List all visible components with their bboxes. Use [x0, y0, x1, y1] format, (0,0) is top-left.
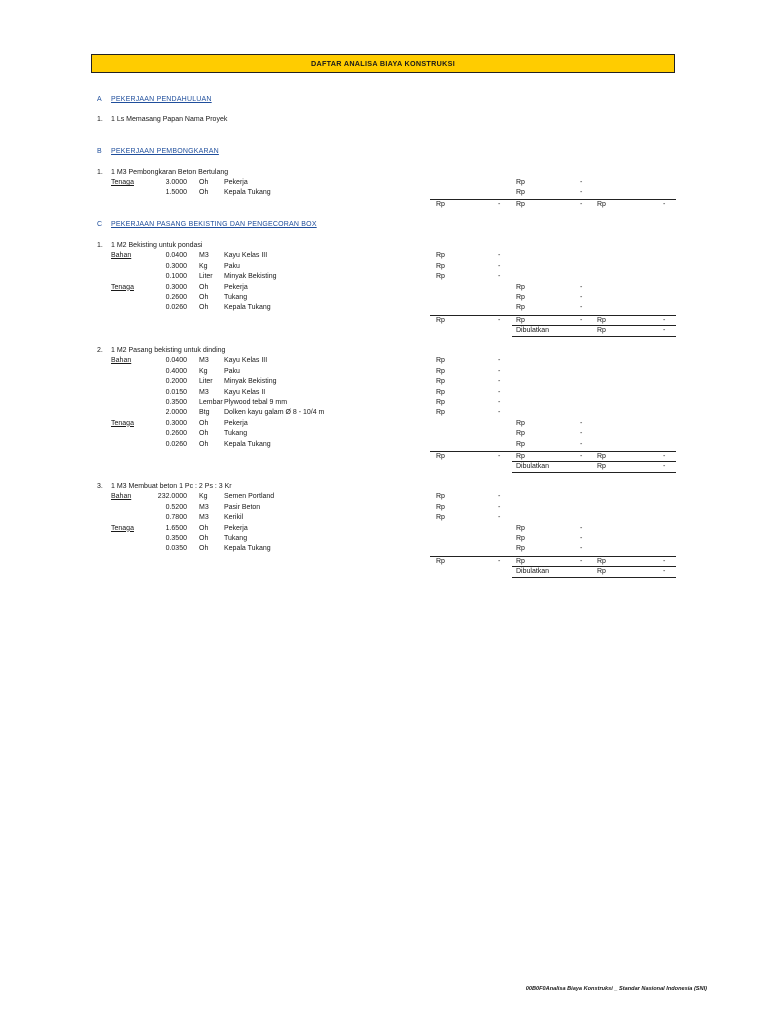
item-name-cell: Pekerja [224, 419, 248, 427]
unit-cell: Oh [199, 304, 209, 312]
unit-cell: Oh [199, 535, 209, 542]
currency-label: Rp [516, 545, 525, 553]
coefficient-cell: 2.0000 [165, 409, 187, 417]
section-b-letter: B [97, 148, 102, 155]
total-value: - [498, 453, 501, 460]
item-name-cell: Plywood tebal 9 mm [224, 399, 288, 406]
coefficient-cell: 0.2600 [165, 294, 187, 301]
unit-cell: Lembar [199, 399, 223, 406]
item-number: 1. [97, 169, 103, 176]
item-name-cell: Tukang [224, 294, 248, 301]
value-cell: - [580, 440, 583, 448]
unit-cell: Oh [199, 419, 209, 427]
value-cell: - [498, 262, 501, 270]
currency-label: Rp [516, 294, 525, 301]
coefficient-cell: 0.5200 [165, 503, 187, 511]
currency-label: Rp [436, 493, 445, 501]
footer-text: 00B0F0Analisa Biaya Konstruksi _ Standar Nasional Indonesia (SNI) [525, 986, 707, 992]
total-currency: Rp [516, 453, 525, 460]
item-description: 1 M2 Bekisting untuk pondasi [111, 242, 203, 249]
unit-cell: Oh [199, 524, 209, 532]
coefficient-cell: 232.0000 [157, 493, 187, 501]
currency-label: Rp [516, 430, 525, 438]
unit-cell: Oh [199, 179, 209, 186]
item-name-cell: Paku [224, 367, 240, 375]
currency-label: Rp [516, 535, 525, 542]
value-cell: - [498, 367, 501, 375]
dibulatkan-value: - [663, 326, 666, 334]
total-value: - [580, 557, 583, 565]
total-currency: Rp [436, 453, 445, 460]
item-name-cell: Pekerja [224, 524, 248, 532]
page-title [91, 54, 675, 73]
coefficient-cell: 1.6500 [165, 524, 187, 532]
coefficient-cell: 0.2000 [165, 378, 187, 386]
dibulatkan-value: - [663, 567, 666, 575]
coefficient-cell: 0.0260 [165, 440, 187, 448]
value-cell: - [580, 294, 583, 301]
item-name-cell: Kepala Tukang [224, 304, 271, 312]
item-description: 1 M3 Pembongkaran Beton Bertulang [111, 169, 229, 176]
coefficient-cell: 0.0350 [165, 545, 187, 553]
coefficient-cell: 0.7800 [165, 514, 187, 522]
dibulatkan-label: Dibulatkan [516, 567, 550, 575]
item-name-cell: Kepala Tukang [224, 189, 271, 197]
value-cell: - [580, 189, 583, 197]
value-cell: - [498, 493, 501, 501]
total-value: - [663, 557, 666, 565]
currency-label: Rp [436, 503, 445, 511]
total-currency: Rp [436, 557, 445, 565]
group-label-tenaga: Tenaga [111, 419, 134, 427]
currency-label: Rp [436, 262, 445, 270]
unit-cell: Oh [199, 189, 209, 197]
total-currency: Rp [516, 316, 525, 324]
coefficient-cell: 0.3000 [165, 419, 187, 427]
item-name-cell: Kepala Tukang [224, 440, 271, 448]
value-cell: - [580, 545, 583, 553]
item-description: 1 M2 Pasang bekisting untuk dinding [111, 347, 226, 354]
value-cell: - [498, 273, 501, 281]
currency-label: Rp [516, 304, 525, 312]
rule-line [430, 199, 676, 200]
item-name-cell: Kayu Kelas II [224, 388, 266, 396]
unit-cell: M3 [199, 514, 209, 522]
total-value: - [498, 557, 501, 565]
dibulatkan-label: Dibulatkan [516, 326, 550, 334]
item-name-cell: Paku [224, 262, 240, 270]
item-description: 1 Ls Memasang Papan Nama Proyek [111, 116, 228, 123]
unit-cell: M3 [199, 252, 209, 260]
currency-label: Rp [436, 399, 445, 406]
value-cell: - [580, 419, 583, 427]
value-cell: - [498, 399, 501, 406]
total-currency: Rp [436, 201, 445, 208]
coefficient-cell: 0.3500 [165, 399, 187, 406]
rule-line [430, 451, 676, 452]
item-name-cell: Tukang [224, 535, 248, 542]
group-label-bahan: Bahan [111, 252, 132, 260]
coefficient-cell: 0.3000 [165, 262, 187, 270]
value-cell: - [498, 388, 501, 396]
currency-label: Rp [516, 283, 525, 291]
total-value: - [580, 201, 583, 208]
value-cell: - [580, 430, 583, 438]
section-c-letter: C [97, 221, 103, 228]
value-cell: - [580, 283, 583, 291]
currency-label: Rp [436, 378, 445, 386]
value-cell: - [580, 524, 583, 532]
coefficient-cell: 0.3500 [165, 535, 187, 542]
total-currency: Rp [436, 316, 445, 324]
coefficient-cell: 0.0260 [165, 304, 187, 312]
total-value: - [498, 316, 501, 324]
coefficient-cell: 0.0400 [165, 252, 187, 260]
item-description: 1 M3 Membuat beton 1 Pc : 2 Ps : 3 Kr [111, 483, 232, 490]
total-value: - [663, 316, 666, 324]
unit-cell: Kg [199, 367, 208, 375]
currency-label: Rp [436, 273, 445, 281]
value-cell: - [580, 535, 583, 542]
dibulatkan-value: - [663, 463, 666, 470]
unit-cell: Oh [199, 430, 209, 438]
unit-cell: Liter [199, 378, 213, 386]
total-currency: Rp [597, 201, 606, 208]
item-name-cell: Kayu Kelas III [224, 357, 268, 365]
rule-line [430, 556, 676, 557]
group-label-tenaga: Tenaga [111, 283, 134, 291]
coefficient-cell: 0.0150 [165, 388, 187, 396]
group-label-bahan: Bahan [111, 357, 132, 365]
item-name-cell: Minyak Bekisting [224, 273, 277, 281]
coefficient-cell: 1.5000 [165, 189, 187, 197]
total-value: - [663, 201, 666, 208]
rule-line [430, 315, 676, 316]
unit-cell: Kg [199, 493, 208, 501]
coefficient-cell: 0.4000 [165, 367, 187, 375]
coefficient-cell: 0.3000 [165, 283, 187, 291]
currency-label: Rp [516, 419, 525, 427]
coefficient-cell: 0.0400 [165, 357, 187, 365]
unit-cell: Kg [199, 262, 208, 270]
item-name-cell: Kayu Kelas III [224, 252, 268, 260]
item-number: 1. [97, 242, 103, 249]
unit-cell: Oh [199, 545, 209, 553]
total-value: - [498, 201, 501, 208]
dibulatkan-currency: Rp [597, 326, 606, 334]
dibulatkan-currency: Rp [597, 567, 606, 575]
section-b-heading: PEKERJAAN PEMBONGKARAN [111, 148, 219, 155]
unit-cell: Oh [199, 283, 209, 291]
unit-cell: Oh [199, 294, 209, 301]
total-currency: Rp [516, 201, 525, 208]
currency-label: Rp [436, 252, 445, 260]
title-text: DAFTAR ANALISA BIAYA KONSTRUKSI [310, 59, 455, 68]
item-number: 1. [97, 116, 103, 123]
item-name-cell: Dolken kayu galam Ø 8 - 10/4 m [224, 409, 325, 417]
value-cell: - [498, 252, 501, 260]
coefficient-cell: 0.2600 [165, 430, 187, 438]
currency-label: Rp [436, 388, 445, 396]
unit-cell: Liter [199, 273, 213, 281]
unit-cell: M3 [199, 503, 209, 511]
total-currency: Rp [597, 453, 606, 460]
dibulatkan-label: Dibulatkan [516, 463, 550, 470]
item-name-cell: Pekerja [224, 283, 248, 291]
currency-label: Rp [516, 179, 525, 186]
rule-line [512, 336, 676, 337]
group-label-tenaga: Tenaga [111, 524, 134, 532]
value-cell: - [498, 409, 501, 417]
value-cell: - [498, 357, 501, 365]
section-a-letter: A [97, 96, 102, 103]
total-value: - [580, 316, 583, 324]
section-a-heading: PEKERJAAN PENDAHULUAN [111, 96, 212, 103]
rule-line [512, 577, 676, 578]
total-currency: Rp [597, 557, 606, 565]
currency-label: Rp [436, 357, 445, 365]
unit-cell: Oh [199, 440, 209, 448]
item-number: 2. [97, 347, 103, 354]
item-name-cell: Kerikil [224, 514, 244, 522]
currency-label: Rp [516, 524, 525, 532]
unit-cell: M3 [199, 357, 209, 365]
coefficient-cell: 3.0000 [165, 179, 187, 186]
section-c-heading: PEKERJAAN PASANG BEKISTING DAN PENGECORAN BOX [111, 221, 317, 228]
item-name-cell: Pasir Beton [224, 503, 261, 511]
item-name-cell: Tukang [224, 430, 248, 438]
item-number: 3. [97, 483, 103, 490]
value-cell: - [580, 304, 583, 312]
value-cell: - [498, 503, 501, 511]
total-value: - [663, 453, 666, 460]
currency-label: Rp [516, 440, 525, 448]
item-name-cell: Kepala Tukang [224, 545, 271, 553]
rule-line [512, 472, 676, 473]
total-value: - [580, 453, 583, 460]
group-label-tenaga: Tenaga [111, 179, 134, 186]
item-name-cell: Minyak Bekisting [224, 378, 277, 386]
group-label-bahan: Bahan [111, 493, 132, 501]
total-currency: Rp [597, 316, 606, 324]
currency-label: Rp [516, 189, 525, 197]
value-cell: - [580, 179, 583, 186]
currency-label: Rp [436, 514, 445, 522]
coefficient-cell: 0.1000 [165, 273, 187, 281]
item-name-cell: Pekerja [224, 179, 248, 186]
item-name-cell: Semen Portland [224, 493, 275, 501]
unit-cell: M3 [199, 388, 209, 396]
total-currency: Rp [516, 557, 525, 565]
dibulatkan-currency: Rp [597, 463, 606, 470]
value-cell: - [498, 378, 501, 386]
currency-label: Rp [436, 367, 445, 375]
currency-label: Rp [436, 409, 445, 417]
value-cell: - [498, 514, 501, 522]
unit-cell: Btg [199, 409, 210, 417]
